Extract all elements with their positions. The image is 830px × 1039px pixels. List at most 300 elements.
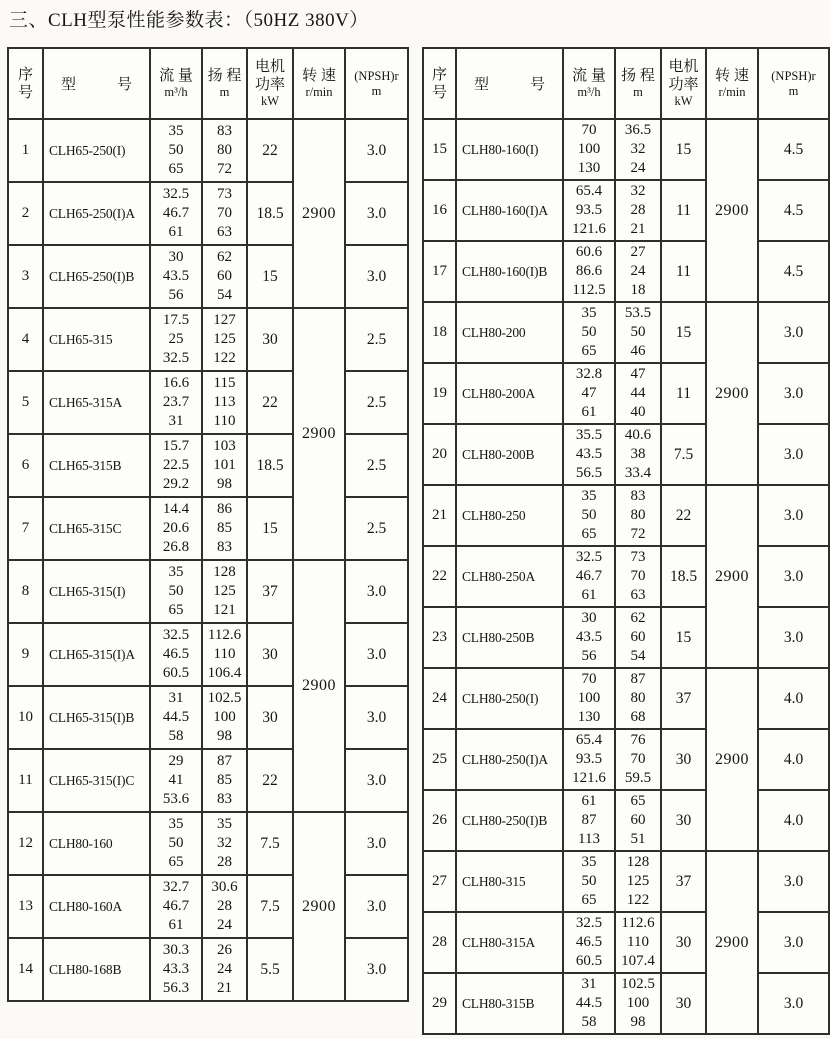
flow-value: 60.6: [575, 244, 603, 260]
cell-model: CLH80-160(I): [456, 119, 563, 180]
table-row-29: [423, 973, 829, 1034]
cell-model: CLH65-250(I)A: [43, 182, 150, 245]
cell-speed: 2900: [293, 119, 345, 308]
flow-value: 47: [581, 385, 597, 401]
head-value: 35: [217, 816, 232, 832]
cell-npsh: 4.0: [758, 729, 829, 790]
cell-no: 21: [423, 485, 456, 546]
cell-flow: [150, 497, 202, 560]
cell-power: 7.5: [247, 812, 293, 875]
head-value: 100: [213, 709, 236, 725]
head-value: 98: [217, 476, 232, 492]
cell-npsh: 3.0: [345, 623, 408, 686]
cell-no: 5: [8, 371, 43, 434]
header-line: m: [788, 83, 799, 98]
cell-head: [202, 371, 247, 434]
cell-npsh: 3.0: [345, 119, 408, 182]
head-value: 54: [630, 648, 646, 664]
cell-npsh: 3.0: [758, 912, 829, 973]
head-value: 72: [217, 161, 232, 177]
flow-value: 35.5: [575, 427, 603, 443]
table-row-10: [8, 686, 408, 749]
header-line: 号: [17, 84, 33, 101]
page-title: 三、CLH型泵性能参数表：（50HZ 380V）: [9, 10, 369, 31]
flow-value: 87: [581, 812, 597, 828]
cell-power: 37: [661, 668, 706, 729]
flow-value: 35: [168, 816, 184, 832]
col-header-no: [423, 48, 456, 119]
head-value: 112.6: [207, 627, 242, 643]
head-value: 125: [213, 583, 236, 599]
cell-head: [615, 241, 661, 302]
cell-flow: [150, 686, 202, 749]
head-value: 70: [630, 751, 646, 767]
flow-value: 50: [168, 835, 184, 851]
cell-model: CLH65-250(I): [43, 119, 150, 182]
col-header-npsh: [345, 48, 408, 119]
cell-npsh: 3.0: [345, 245, 408, 308]
flow-value: 56.3: [162, 980, 190, 996]
head-value: 110: [213, 646, 236, 662]
cell-npsh: 3.0: [758, 973, 829, 1034]
cell-head: [615, 973, 661, 1034]
cell-model: CLH65-315(I)A: [43, 623, 150, 686]
table-row-18: [423, 302, 829, 363]
cell-head: [615, 302, 661, 363]
flow-value: 50: [581, 324, 597, 340]
head-value: 103: [213, 438, 236, 454]
head-value: 125: [626, 873, 650, 889]
head-value: 80: [630, 507, 646, 523]
cell-flow: [563, 790, 615, 851]
cell-head: [615, 119, 661, 180]
head-value: 122: [213, 350, 236, 366]
head-value: 26: [217, 942, 232, 958]
head-value: 85: [217, 772, 232, 788]
table-row-3: [8, 245, 408, 308]
cell-model: CLH80-315A: [456, 912, 563, 973]
cell-power: 7.5: [661, 424, 706, 485]
cell-head: [615, 363, 661, 424]
cell-npsh: 3.0: [345, 875, 408, 938]
cell-flow: [563, 119, 615, 180]
col-header-no: [8, 48, 43, 119]
cell-flow: [150, 875, 202, 938]
flow-value: 50: [581, 507, 597, 523]
cell-no: 12: [8, 812, 43, 875]
flow-value: 43.3: [162, 961, 190, 977]
table-row-4: [8, 308, 408, 371]
cell-head: [615, 912, 661, 973]
col-header-speed: [293, 48, 345, 119]
header-char: 号: [116, 77, 132, 93]
head-value: 32: [630, 183, 646, 199]
flow-value: 56: [168, 287, 184, 303]
cell-power: 22: [661, 485, 706, 546]
head-value: 128: [626, 854, 650, 870]
head-value: 44: [630, 385, 646, 401]
cell-speed: 2900: [706, 302, 758, 485]
header-char: 型: [61, 77, 77, 93]
head-value: 28: [217, 898, 232, 914]
cell-head: [202, 749, 247, 812]
flow-value: 56.5: [575, 465, 603, 481]
flow-value: 65: [168, 602, 184, 618]
cell-npsh: 3.0: [345, 686, 408, 749]
cell-npsh: 4.5: [758, 180, 829, 241]
flow-value: 32.5: [162, 186, 190, 202]
head-value: 18: [630, 282, 646, 298]
cell-no: 29: [423, 973, 456, 1034]
head-value: 68: [630, 709, 646, 725]
flow-value: 26.8: [162, 539, 190, 555]
cell-npsh: 3.0: [758, 424, 829, 485]
cell-power: 30: [661, 790, 706, 851]
cell-power: 37: [661, 851, 706, 912]
flow-value: 31: [168, 413, 184, 429]
cell-no: 7: [8, 497, 43, 560]
header-line: 转 速: [715, 68, 749, 84]
flow-value: 113: [578, 831, 600, 847]
cell-model: CLH65-315B: [43, 434, 150, 497]
cell-no: 18: [423, 302, 456, 363]
cell-head: [202, 308, 247, 371]
cell-model: CLH65-315(I)B: [43, 686, 150, 749]
cell-no: 28: [423, 912, 456, 973]
flow-value: 35: [581, 305, 597, 321]
cell-npsh: 4.5: [758, 119, 829, 180]
cell-head: [615, 180, 661, 241]
head-value: 125: [213, 331, 236, 347]
cell-model: CLH65-315(I)C: [43, 749, 150, 812]
cell-flow: [563, 485, 615, 546]
cell-head: [202, 875, 247, 938]
pump-table-left: [7, 47, 409, 1002]
flow-value: 30: [581, 610, 597, 626]
header-line: kW: [674, 94, 693, 108]
cell-npsh: 3.0: [345, 812, 408, 875]
head-value: 53.5: [624, 305, 652, 321]
table-row-5: [8, 371, 408, 434]
header-line: m³/h: [577, 85, 601, 99]
flow-value: 86.6: [575, 263, 603, 279]
header-line: 功率: [254, 77, 285, 93]
table-row-22: [423, 546, 829, 607]
flow-value: 60.5: [162, 665, 190, 681]
cell-power: 15: [247, 245, 293, 308]
head-value: 87: [217, 753, 232, 769]
flow-value: 15.7: [162, 438, 190, 454]
cell-no: 1: [8, 119, 43, 182]
head-value: 60: [630, 629, 646, 645]
flow-value: 16.6: [162, 375, 190, 391]
head-value: 86: [217, 501, 232, 517]
cell-head: [615, 485, 661, 546]
cell-model: CLH65-250(I)B: [43, 245, 150, 308]
cell-power: 18.5: [247, 182, 293, 245]
cell-power: 30: [247, 308, 293, 371]
flow-value: 65: [581, 526, 597, 542]
flow-value: 61: [581, 793, 597, 809]
cell-model: CLH65-315A: [43, 371, 150, 434]
cell-npsh: 2.5: [345, 308, 408, 371]
header-line: m: [219, 85, 230, 99]
cell-power: 7.5: [247, 875, 293, 938]
table-row-25: [423, 729, 829, 790]
cell-head: [615, 668, 661, 729]
head-value: 36.5: [624, 122, 652, 138]
cell-head: [202, 245, 247, 308]
cell-npsh: 3.0: [758, 485, 829, 546]
cell-speed: 2900: [293, 560, 345, 812]
flow-value: 65: [581, 892, 597, 908]
flow-value: 22.5: [162, 457, 190, 473]
cell-no: 15: [423, 119, 456, 180]
cell-npsh: 4.0: [758, 668, 829, 729]
col-header-model: [456, 48, 563, 119]
head-value: 101: [213, 457, 236, 473]
flow-value: 46.7: [575, 568, 603, 584]
cell-no: 13: [8, 875, 43, 938]
cell-no: 17: [423, 241, 456, 302]
head-value: 102.5: [207, 690, 242, 706]
header-line: 流 量: [572, 68, 606, 84]
head-value: 112.6: [621, 915, 655, 931]
cell-flow: [150, 182, 202, 245]
cell-power: 15: [661, 607, 706, 668]
cell-flow: [150, 308, 202, 371]
flow-value: 32.5: [162, 627, 190, 643]
cell-no: 25: [423, 729, 456, 790]
head-value: 80: [217, 142, 232, 158]
header-char: 型: [474, 77, 490, 93]
col-header-head: [615, 48, 661, 119]
cell-flow: [563, 180, 615, 241]
table-row-20: [423, 424, 829, 485]
head-value: 127: [213, 312, 236, 328]
header-line: 序: [17, 66, 33, 83]
flow-value: 43.5: [162, 268, 190, 284]
table-row-16: [423, 180, 829, 241]
head-value: 122: [626, 892, 650, 908]
col-header-head: [202, 48, 247, 119]
cell-head: [202, 560, 247, 623]
head-value: 59.5: [624, 770, 652, 786]
cell-model: CLH80-168B: [43, 938, 150, 1001]
flow-value: 44.5: [575, 995, 603, 1011]
head-value: 47: [630, 366, 646, 382]
cell-flow: [150, 371, 202, 434]
flow-value: 30.3: [162, 942, 190, 958]
head-value: 24: [217, 917, 232, 933]
cell-flow: [563, 607, 615, 668]
cell-flow: [150, 245, 202, 308]
cell-head: [615, 729, 661, 790]
header-line: 扬 程: [207, 68, 242, 84]
head-value: 83: [217, 791, 232, 807]
col-header-model-label: [458, 73, 561, 94]
cell-power: 30: [661, 973, 706, 1034]
cell-flow: [150, 938, 202, 1001]
flow-value: 35: [581, 488, 597, 504]
col-header-model-label: [45, 73, 148, 94]
cell-flow: [150, 623, 202, 686]
head-value: 21: [217, 980, 232, 996]
table-row-21: [423, 485, 829, 546]
flow-value: 65.4: [575, 183, 603, 199]
head-value: 70: [630, 568, 646, 584]
cell-flow: [563, 546, 615, 607]
cell-head: [615, 790, 661, 851]
table-row-6: [8, 434, 408, 497]
header-row: [423, 48, 829, 119]
head-value: 65: [630, 793, 646, 809]
head-value: 80: [630, 690, 646, 706]
head-value: 115: [213, 375, 236, 391]
header-line: 流 量: [159, 68, 193, 84]
cell-power: 18.5: [661, 546, 706, 607]
table-row-23: [423, 607, 829, 668]
cell-head: [615, 607, 661, 668]
head-value: 128: [213, 564, 236, 580]
cell-power: 15: [247, 497, 293, 560]
cell-no: 4: [8, 308, 43, 371]
cell-model: CLH65-315: [43, 308, 150, 371]
head-value: 50: [630, 324, 646, 340]
cell-no: 2: [8, 182, 43, 245]
cell-npsh: 2.5: [345, 434, 408, 497]
head-value: 28: [630, 202, 646, 218]
cell-head: [202, 623, 247, 686]
cell-model: CLH80-315: [456, 851, 563, 912]
cell-no: 23: [423, 607, 456, 668]
head-value: 106.4: [207, 665, 242, 681]
header-line: m: [633, 85, 643, 99]
flow-value: 65: [581, 343, 597, 359]
cell-flow: [150, 560, 202, 623]
head-value: 24: [630, 263, 646, 279]
cell-npsh: 3.0: [758, 607, 829, 668]
col-header-power: [247, 48, 293, 119]
cell-head: [202, 182, 247, 245]
cell-flow: [150, 749, 202, 812]
cell-model: CLH80-250(I)A: [456, 729, 563, 790]
flow-value: 65: [168, 854, 184, 870]
cell-power: 30: [661, 912, 706, 973]
head-value: 113: [213, 394, 236, 410]
flow-value: 50: [581, 873, 597, 889]
table-row-2: [8, 182, 408, 245]
cell-model: CLH80-250(I)B: [456, 790, 563, 851]
cell-speed: 2900: [706, 668, 758, 851]
table-row-15: [423, 119, 829, 180]
table-row-17: [423, 241, 829, 302]
cell-no: 27: [423, 851, 456, 912]
flow-value: 35: [581, 854, 597, 870]
flow-value: 23.7: [162, 394, 190, 410]
cell-npsh: 3.0: [345, 560, 408, 623]
head-value: 62: [630, 610, 646, 626]
cell-flow: [150, 434, 202, 497]
cell-npsh: 2.5: [345, 371, 408, 434]
flow-value: 32.5: [162, 350, 190, 366]
head-value: 32: [217, 835, 232, 851]
head-value: 121: [213, 602, 236, 618]
head-value: 107.4: [621, 953, 655, 969]
head-value: 60: [630, 812, 646, 828]
cell-npsh: 4.0: [758, 790, 829, 851]
cell-no: 24: [423, 668, 456, 729]
head-value: 76: [630, 732, 646, 748]
col-header-power: [661, 48, 706, 119]
col-header-model: [43, 48, 150, 119]
header-line: 功率: [668, 77, 699, 93]
head-value: 32: [630, 141, 646, 157]
table-row-13: [8, 875, 408, 938]
head-value: 63: [630, 587, 646, 603]
cell-head: [615, 546, 661, 607]
head-value: 33.4: [624, 465, 652, 481]
head-value: 28: [217, 854, 232, 870]
flow-value: 35: [168, 123, 184, 139]
head-value: 83: [217, 539, 232, 555]
cell-no: 20: [423, 424, 456, 485]
head-value: 98: [630, 1014, 646, 1030]
cell-no: 3: [8, 245, 43, 308]
cell-head: [615, 424, 661, 485]
table-row-8: [8, 560, 408, 623]
cell-power: 18.5: [247, 434, 293, 497]
cell-no: 22: [423, 546, 456, 607]
cell-flow: [563, 241, 615, 302]
col-header-speed: [706, 48, 758, 119]
flow-value: 65: [168, 161, 184, 177]
cell-head: [615, 851, 661, 912]
flow-value: 61: [581, 587, 597, 603]
head-value: 73: [630, 549, 646, 565]
col-header-npsh: [758, 48, 829, 119]
cell-flow: [563, 973, 615, 1034]
cell-model: CLH80-160: [43, 812, 150, 875]
head-value: 30.6: [211, 879, 238, 895]
flow-value: 56: [581, 648, 597, 664]
head-value: 62: [217, 249, 232, 265]
flow-value: 30: [168, 249, 184, 265]
table-row-7: [8, 497, 408, 560]
cell-power: 30: [247, 623, 293, 686]
flow-value: 60.5: [575, 953, 603, 969]
cell-npsh: 3.0: [758, 851, 829, 912]
table-row-1: [8, 119, 408, 182]
head-value: 46: [630, 343, 646, 359]
cell-power: 5.5: [247, 938, 293, 1001]
header-line: r/min: [305, 85, 333, 99]
cell-speed: 2900: [293, 812, 345, 1001]
head-value: 27: [630, 244, 646, 260]
cell-speed: 2900: [706, 851, 758, 1034]
cell-no: 19: [423, 363, 456, 424]
head-value: 38: [630, 446, 646, 462]
cell-power: 30: [661, 729, 706, 790]
cell-head: [202, 938, 247, 1001]
head-value: 54: [217, 287, 232, 303]
col-header-flow: [563, 48, 615, 119]
flow-value: 29: [168, 753, 184, 769]
header-line: 转 速: [302, 68, 336, 84]
header-line: kW: [260, 94, 280, 108]
header-line: 电机: [254, 59, 285, 75]
flow-value: 93.5: [575, 202, 603, 218]
